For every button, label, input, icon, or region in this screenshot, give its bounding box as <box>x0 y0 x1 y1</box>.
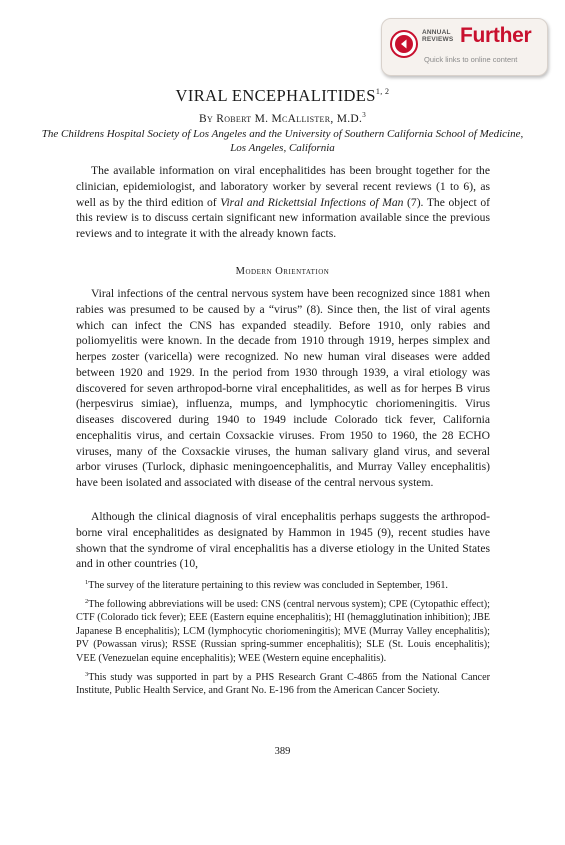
footnote-text: The following abbreviations will be used: CNS (central nervous system); CPE (Cytopathic effect); CTF (Colorado tick fever); EEE (Eastern equine encephalitis); HI (hemagglutination inhibition); JBE Japanese B encephalitis); LCM (lymphocytic choriomeningitis); MVE (Murray Valley encephalitis); PV (Powassan virus); RSSE (Russian spring-summer encephalitis); SLE (St. Louis encephalitis); VEE (Venezuelan equine encephalitis); WEE (Western equine encephalitis). <box>76 598 490 664</box>
article-title <box>0 86 565 106</box>
author-footnote-mark: 3 <box>362 111 367 119</box>
title-footnote-marks: 1, 2 <box>375 87 390 96</box>
annual-reviews-logo-text <box>422 29 462 43</box>
author-name: Robert M. McAllister, M.D. <box>216 113 363 125</box>
body-paragraph <box>76 286 490 491</box>
author-line <box>0 111 565 125</box>
footnote <box>76 595 490 666</box>
body-paragraph <box>76 509 490 572</box>
paragraph-text: Although the clinical diagnosis of viral encephalitis perhaps suggests the arthropod-borne viral encephalitides as designated by Hammon in 1945 (9), recent studies have shown that the syndrome of viral encephalitis has a diverse etiology in the United States and in other countries (10, <box>76 510 490 571</box>
badge-subtitle: Quick links to online content <box>424 55 518 64</box>
affiliation: The Childrens Hospital Society of Los Angeles and the University of Southern California School of Medicine, Los Angeles, California <box>41 128 524 154</box>
paragraph-text: Viral infections of the central nervous system have been recognized since 1881 when rabies was presumed to be caused by a “virus” (8). Since then, the list of viral agents which can infect the CNS has expanded steadily. Before 1910, only rabies and poliomyelitis were known. In the decade from 1910 through 1919, herpes simplex and herpes zoster (varicella) were recognized. No new human viral diseases were added between 1920 and 1929. In the period from 1930 through 1939, a viral etiology was discovered for seven arthropod-borne viral encephalitides, as well as for herpes B virus (herpesvirus simiae), influenza, mumps, and lymphocytic choriomeningitis. Virus diseases discovered during 1940 to 1949 include Colorado tick fever, California encephalitis virus, and certain Coxsackie viruses. From 1950 to 1960, the 28 ECHO viruses, many of the Coxsackie viruses, the human salivary gland virus, and several arbor viruses (Turlock, diphasic meningoencephalitis, and Murray Valley encephalitis) have been isolated and associated with disease of the central nervous system. <box>76 287 490 489</box>
intro-paragraph <box>76 163 490 242</box>
article-title-text: VIRAL ENCEPHALITIDES <box>175 86 376 105</box>
further-badge[interactable] <box>381 18 548 76</box>
intro-text-a: The available information on viral encephalitides has been brought together for the clinician, epidemiologist, and laboratory worker by several recent reviews (1 to 6), as well as by the third edition of <box>76 164 490 209</box>
badge-title: Further <box>460 24 532 47</box>
footnote-mark: 3 <box>85 670 89 678</box>
badge-brand-line1: ANNUAL <box>422 29 451 36</box>
footnote-mark: 2 <box>85 597 89 605</box>
intro-book-title: Viral and Rickettsial Infections of Man <box>220 195 404 209</box>
section-heading: Modern Orientation <box>235 266 330 277</box>
footnote <box>76 668 490 698</box>
page-number: 389 <box>274 746 291 757</box>
intro-text-b: (7). The object of this review is to discuss certain significant new information available since the previous reviews and to integrate it with the already known facts. <box>76 195 491 240</box>
badge-brand-line2: REVIEWS <box>422 36 454 43</box>
footnotes <box>76 576 490 700</box>
footnote-mark: 1 <box>85 579 89 586</box>
footnote <box>76 576 490 593</box>
author-prefix: By <box>198 113 214 125</box>
footnote-text: The survey of the literature pertaining to this review was concluded in September, 1961. <box>88 580 448 591</box>
play-arrow-circle-icon <box>390 30 418 58</box>
footnote-text: This study was supported in part by a PHS Research Grant C-4865 from the National Cancer Institute, Public Health Service, and Grant No. E-196 from the American Cancer Society. <box>76 671 490 697</box>
